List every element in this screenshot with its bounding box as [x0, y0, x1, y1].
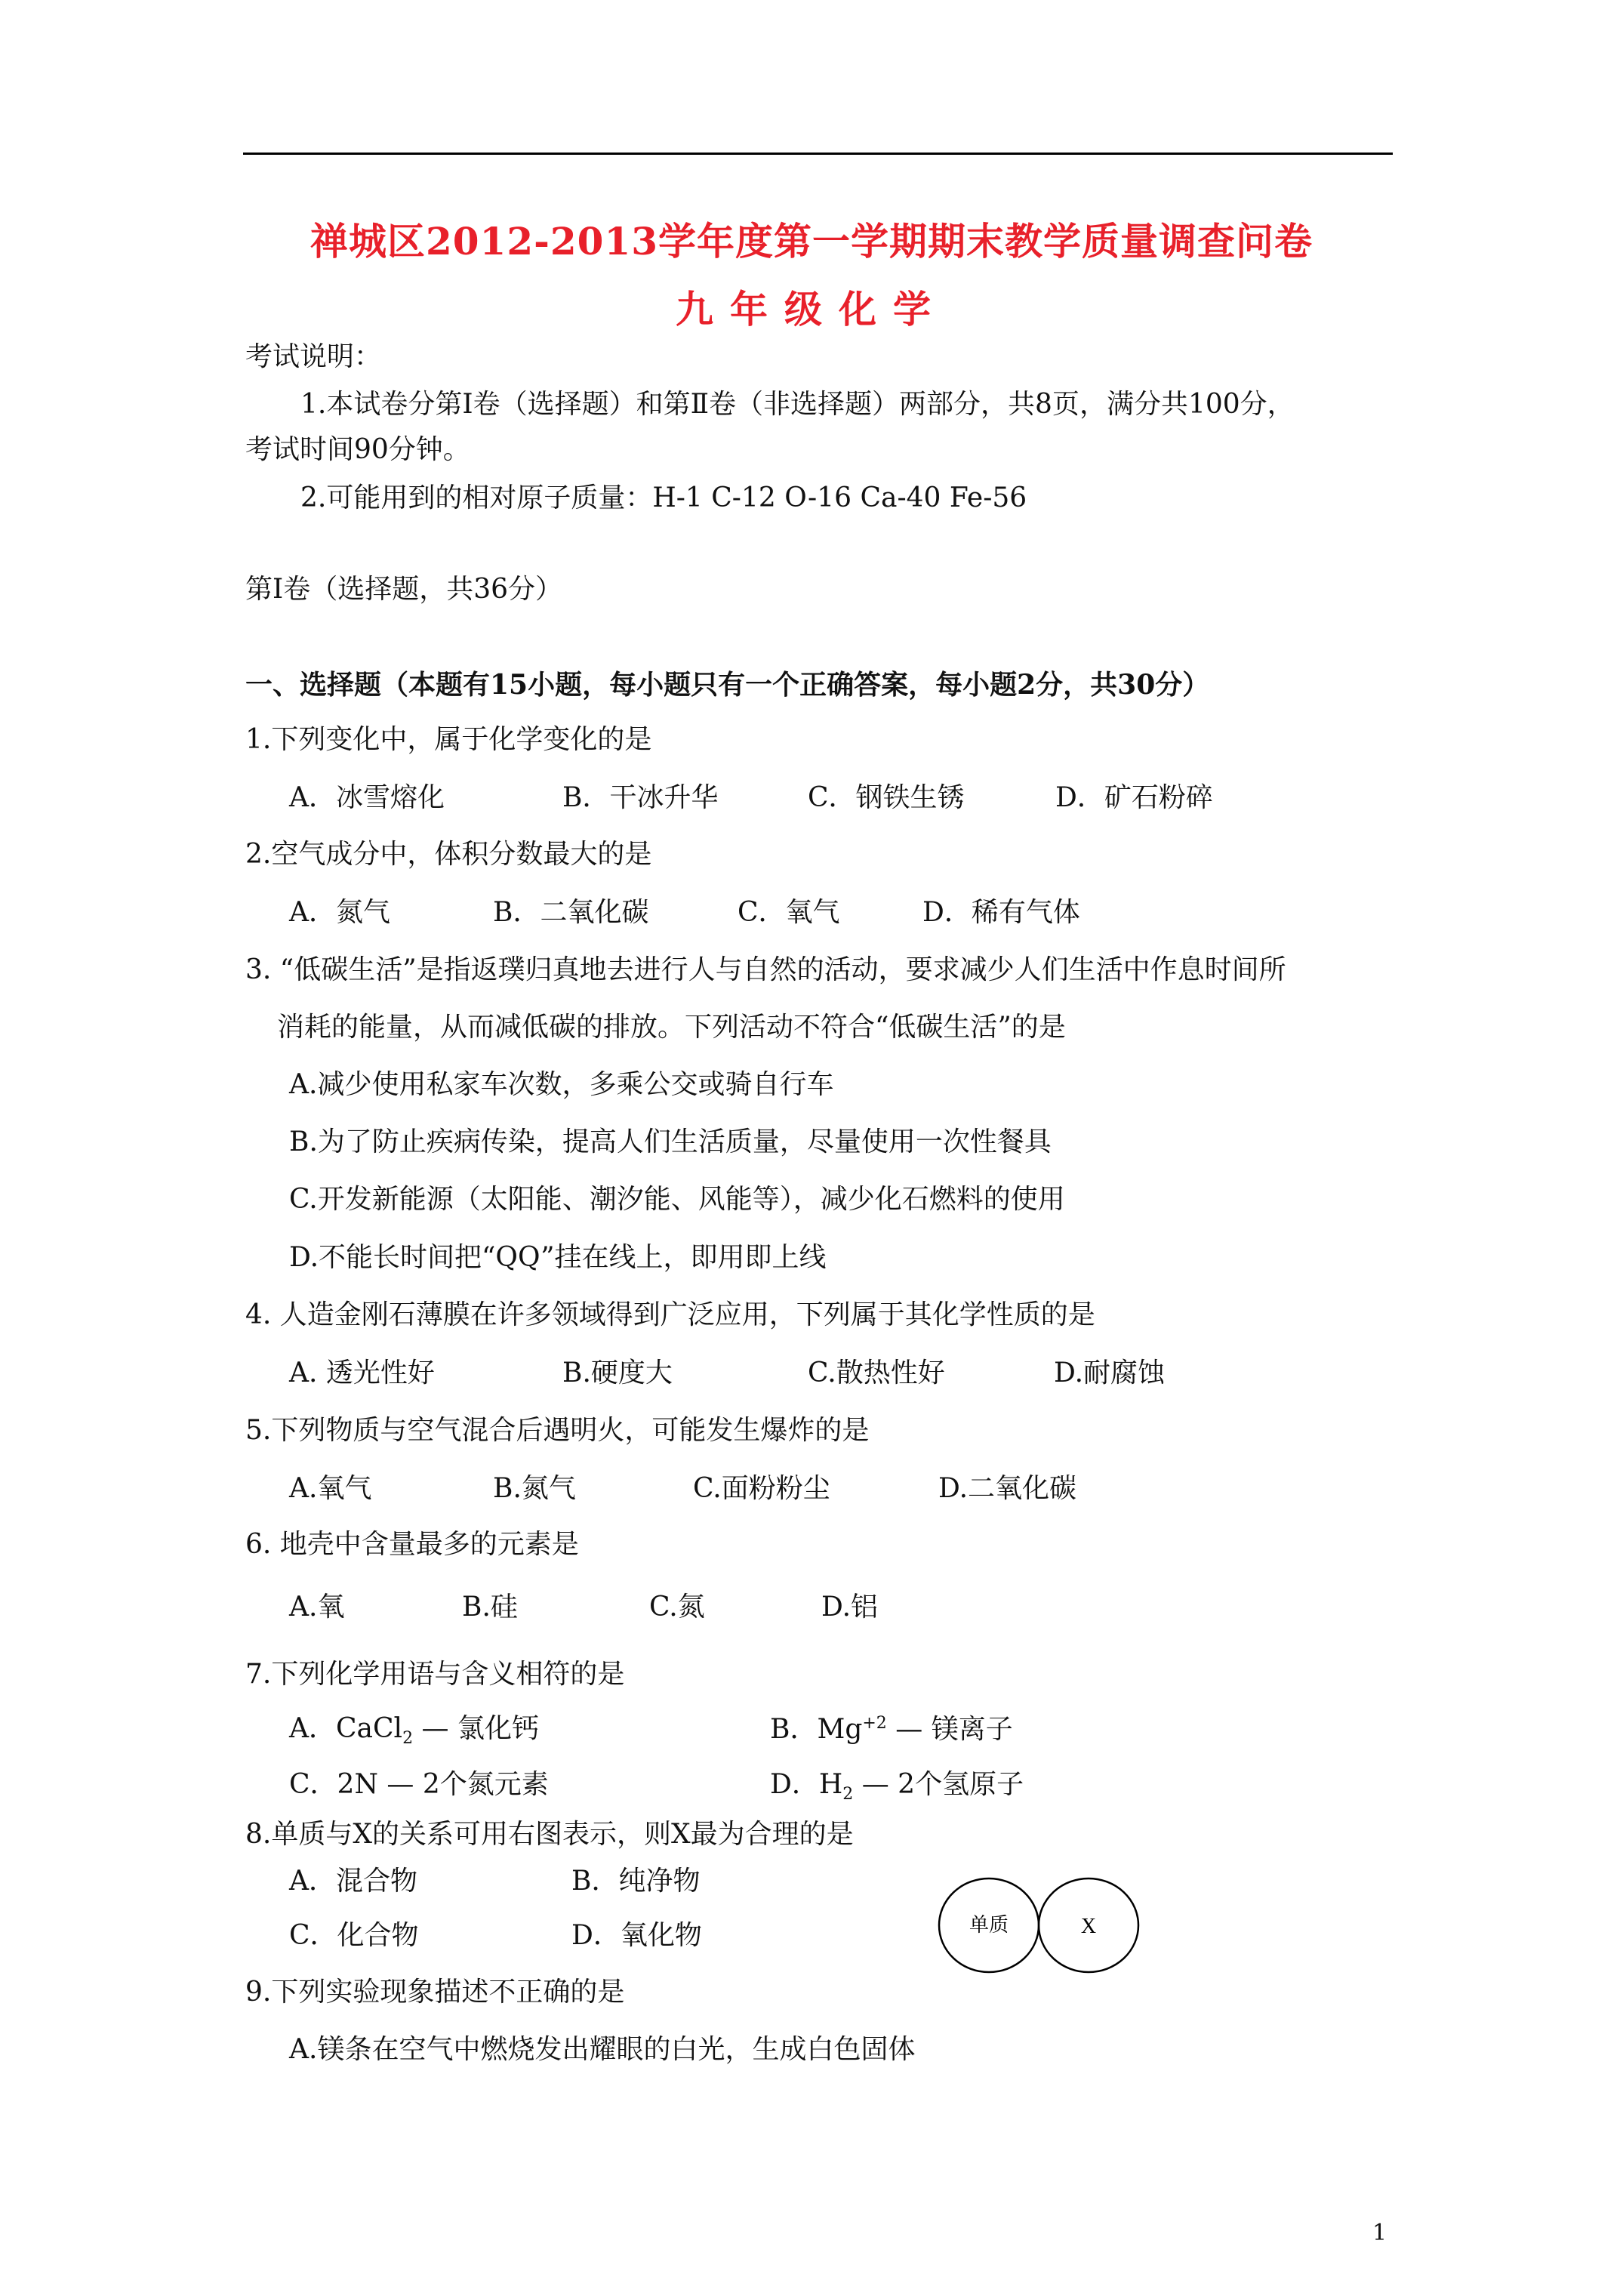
question-4-option-a: A. 透光性好 — [289, 1358, 435, 1388]
question-1-stem: 1.下列变化中，属于化学变化的是 — [245, 724, 652, 755]
question-1-option-d: D．矿石粉碎 — [1055, 782, 1213, 813]
exam-title: 禅城区2012-2013学年度第一学期期末教学质量调查问卷 — [310, 219, 1313, 264]
instructions-heading: 考试说明： — [245, 341, 382, 372]
question-3-stem-line-2: 消耗的能量，从而减低碳的排放。下列活动不符合“低碳生活”的是 — [277, 1012, 1066, 1043]
instruction-item-1-line-2: 考试时间90分钟。 — [245, 434, 470, 465]
question-8-option-c: C．化合物 — [289, 1920, 419, 1951]
venn-right-label: X — [1080, 1915, 1097, 1938]
question-3-option-b: B.为了防止疾病传染，提高人们生活质量，尽量使用一次性餐具 — [289, 1126, 1052, 1157]
question-9-option-a: A.镁条在空气中燃烧发出耀眼的白光，生成白色固体 — [289, 2034, 916, 2065]
exam-subtitle: 九年级化学 — [676, 287, 947, 331]
question-3-option-a: A.减少使用私家车次数，多乘公交或骑自行车 — [289, 1069, 834, 1100]
question-9-stem: 9.下列实验现象描述不正确的是 — [245, 1977, 625, 2008]
question-5-option-b: B.氮气 — [493, 1473, 576, 1504]
q7-a-formula: A．CaCl — [289, 1713, 403, 1744]
question-6-stem: 6. 地壳中含量最多的元素是 — [245, 1529, 579, 1560]
section-1-title: 第Ⅰ卷（选择题，共36分） — [245, 574, 563, 605]
question-2-option-d: D．稀有气体 — [922, 897, 1080, 928]
question-5-option-c: C.面粉粉尘 — [693, 1473, 830, 1504]
instruction-item-2: 2.可能用到的相对原子质量：H-1 C-12 O-16 Ca-40 Fe-56 — [300, 482, 1027, 513]
question-2-option-b: B．二氧化碳 — [493, 897, 649, 928]
question-6-option-a: A.氧 — [289, 1592, 345, 1623]
header-rule — [243, 153, 1393, 155]
question-7-option-b — [770, 1715, 1013, 1743]
question-8-stem: 8.单质与X的关系可用右图表示，则X最为合理的是 — [245, 1819, 854, 1850]
question-8-option-d: D．氧化物 — [571, 1920, 702, 1951]
q7-b-meaning: — 镁离子 — [895, 1714, 1013, 1745]
q7-d-meaning: — 2个氢原子 — [861, 1769, 1024, 1800]
q7-b-formula: B．Mg — [770, 1714, 863, 1745]
question-2-stem: 2.空气成分中，体积分数最大的是 — [245, 839, 652, 870]
question-3-stem-line-1: 3. “低碳生活”是指返璞归真地去进行人与自然的活动，要求减少人们生活中作息时间所 — [245, 954, 1286, 985]
question-2-option-c: C．氧气 — [738, 897, 840, 928]
question-5-option-d: D.二氧化碳 — [938, 1473, 1077, 1504]
question-1-option-c: C．钢铁生锈 — [808, 782, 965, 813]
question-7-option-a — [289, 1715, 539, 1747]
question-4-option-d: D.耐腐蚀 — [1054, 1358, 1166, 1388]
venn-svg — [935, 1865, 1146, 1986]
q7-a-meaning: — 氯化钙 — [421, 1713, 539, 1744]
question-4-stem: 4. 人造金刚石薄膜在许多领域得到广泛应用，下列属于其化学性质的是 — [245, 1299, 1095, 1330]
question-4-option-c: C.散热性好 — [808, 1358, 945, 1388]
question-6-option-b: B.硅 — [462, 1592, 518, 1623]
question-5-stem: 5.下列物质与空气混合后遇明火，可能发生爆炸的是 — [245, 1415, 870, 1446]
question-8-option-a: A．混合物 — [289, 1866, 417, 1897]
question-2-option-a: A．氮气 — [289, 897, 390, 928]
part-1-title: 一、选择题（本题有15小题，每小题只有一个正确答案，每小题2分，共30分） — [245, 669, 1210, 701]
q7-d-formula: D．H — [770, 1769, 843, 1800]
question-5-option-a: A.氧气 — [289, 1473, 372, 1504]
question-8-option-b: B．纯净物 — [571, 1866, 701, 1897]
venn-left-label: 单质 — [969, 1914, 1009, 1937]
question-7-option-d — [770, 1771, 1024, 1803]
q7-b-superscript: +2 — [862, 1714, 887, 1733]
question-3-option-d: D.不能长时间把“QQ”挂在线上，即用即上线 — [289, 1242, 827, 1273]
q7-d-subscript: 2 — [842, 1785, 854, 1804]
question-7-stem: 7.下列化学用语与含义相符的是 — [245, 1659, 625, 1690]
instruction-item-1-line-1: 1.本试卷分第Ⅰ卷（选择题）和第Ⅱ卷（非选择题）两部分，共8页，满分共100分， — [300, 389, 1295, 420]
q7-a-subscript: 2 — [402, 1729, 414, 1749]
question-1-option-a: A．冰雪熔化 — [289, 782, 445, 813]
venn-diagram — [935, 1865, 1146, 1986]
question-6-option-d: D.铝 — [821, 1592, 879, 1623]
question-3-option-c: C.开发新能源（太阳能、潮汐能、风能等），减少化石燃料的使用 — [289, 1184, 1065, 1215]
question-6-option-c: C.氮 — [649, 1592, 705, 1623]
page-number: 1 — [1372, 2220, 1387, 2246]
question-7-option-c: C．2N — 2个氮元素 — [289, 1769, 549, 1800]
question-1-option-b: B．干冰升华 — [562, 782, 719, 813]
question-4-option-b: B.硬度大 — [562, 1358, 673, 1388]
